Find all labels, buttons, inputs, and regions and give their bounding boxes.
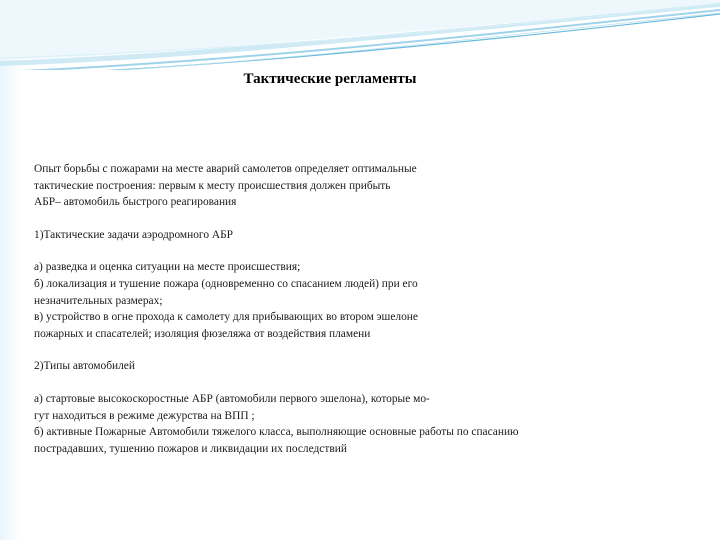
intro-line: тактические построения: первым к месту происшествия должен прибыть — [34, 179, 391, 192]
slide-body — [34, 161, 654, 457]
section1-list — [34, 259, 654, 342]
slide-title: Тактические регламенты — [243, 71, 417, 87]
section2-item: б) активные Пожарные Автомобили тяжелого класса, выполняющие основные работы по спасанию — [34, 426, 519, 439]
section1-heading: 1)Тактические задачи аэродромного АБР — [34, 228, 233, 241]
section1-item: незначительных размерах; — [34, 294, 163, 307]
section2-item: а) стартовые высокоскоростные АБР (автомобили первого эшелона), которые мо- — [34, 392, 430, 405]
section1-item: б) локализация и тушение пожара (одновременно со спасанием людей) при его — [34, 277, 418, 290]
section2-heading: 2)Типы автомобилей — [34, 360, 135, 373]
intro-line: Опыт борьбы с пожарами на месте аварий самолетов определяет оптимальные — [34, 163, 417, 175]
section2-list — [34, 391, 654, 457]
section2-item: гут находиться в режиме дежурства на ВПП ; — [34, 409, 255, 422]
section2-item: пострадавших, тушению пожаров и ликвидации их последствий — [34, 442, 347, 455]
intro-paragraph — [34, 161, 654, 211]
wave-decoration — [0, 0, 720, 70]
section1-item: пожарных и спасателей; изоляция фюзеляжа от воздействия пламени — [34, 327, 371, 340]
section1-item: а) разведка и оценка ситуации на месте происшествия; — [34, 261, 301, 274]
intro-line: АБР– автомобиль быстрого реагирования — [34, 196, 237, 209]
section1-item: в) устройство в огне прохода к самолету для прибывающих во втором эшелоне — [34, 311, 418, 324]
